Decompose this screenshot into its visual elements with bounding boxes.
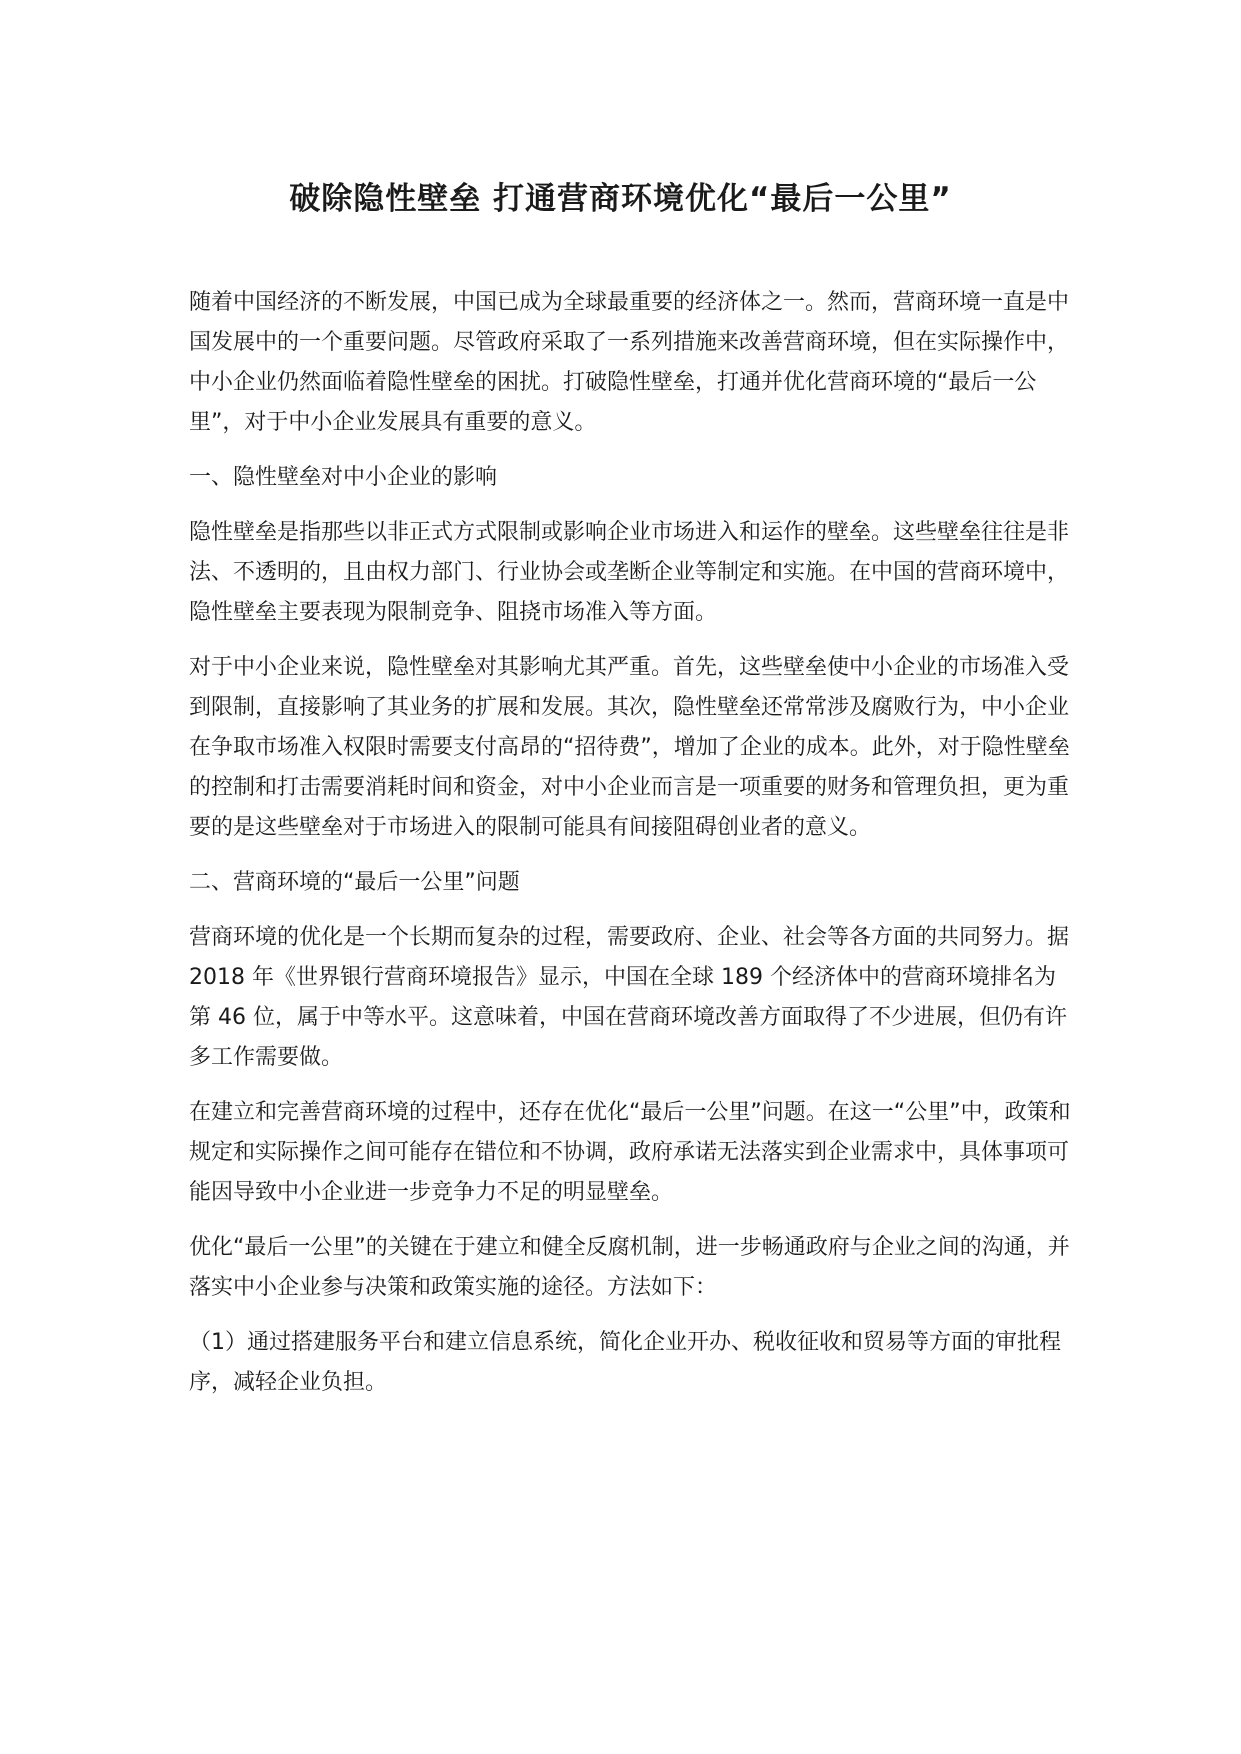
section-1-paragraph-2: 对于中小企业来说，隐性壁垒对其影响尤其严重。首先，这些壁垒使中小企业的市场准入受到限制，直接影响了其业务的扩展和发展。其次，隐性壁垒还常常涉及腐败行为，中小企业在争取市场准入权限时需要支付高昂的“招待费”，增加了企业的成本。此外，对于隐性壁垒的控制和打击需要消耗时间和资金，对中小企业而言是一项重要的财务和管理负担，更为重要的是这些壁垒对于市场进入的限制可能具有间接阻碍创业者的意义。: [189, 655, 1070, 840]
document-title: 破除隐性壁垒 打通营商环境优化“最后一公里”: [289, 181, 952, 217]
section-heading-2: 二、营商环境的“最后一公里”问题: [189, 870, 520, 895]
section-2-paragraph-3: 优化“最后一公里”的关键在于建立和健全反腐机制，进一步畅通政府与企业之间的沟通，并落实中小企业参与决策和政策实施的途径。方法如下：: [189, 1235, 1070, 1300]
section-1-paragraph-1: 隐性壁垒是指那些以非正式方式限制或影响企业市场进入和运作的壁垒。这些壁垒往往是非法、不透明的，且由权力部门、行业协会或垄断企业等制定和实施。在中国的营商环境中，隐性壁垒主要表现为限制竞争、阻挠市场准入等方面。: [189, 520, 1070, 625]
intro-paragraph: 随着中国经济的不断发展，中国已成为全球最重要的经济体之一。然而，营商环境一直是中国发展中的一个重要问题。尽管政府采取了一系列措施来改善营商环境，但在实际操作中，中小企业仍然面临着隐性壁垒的困扰。打破隐性壁垒，打通并优化营商环境的“最后一公里”，对于中小企业发展具有重要的意义。: [189, 290, 1070, 435]
document-body: [189, 283, 1071, 1418]
section-2-paragraph-2: 在建立和完善营商环境的过程中，还存在优化“最后一公里”问题。在这一“公里”中，政策和规定和实际操作之间可能存在错位和不协调，政府承诺无法落实到企业需求中，具体事项可能因导致中小企业进一步竞争力不足的明显壁垒。: [189, 1100, 1071, 1205]
section-heading-1: 一、隐性壁垒对中小企业的影响: [189, 465, 498, 490]
section-2-paragraph-1: 营商环境的优化是一个长期而复杂的过程，需要政府、企业、社会等各方面的共同努力。据 2018 年《世界银行营商环境报告》显示，中国在全球 189 个经济体中的营商环境排名为第 46 位，属于中等水平。这意味着，中国在营商环境改善方面取得了不少进展，但仍有许多工作需要做。: [189, 925, 1070, 1070]
list-item-1: （1）通过搭建服务平台和建立信息系统，简化企业开办、税收征收和贸易等方面的审批程序，减轻企业负担。: [189, 1330, 1062, 1395]
